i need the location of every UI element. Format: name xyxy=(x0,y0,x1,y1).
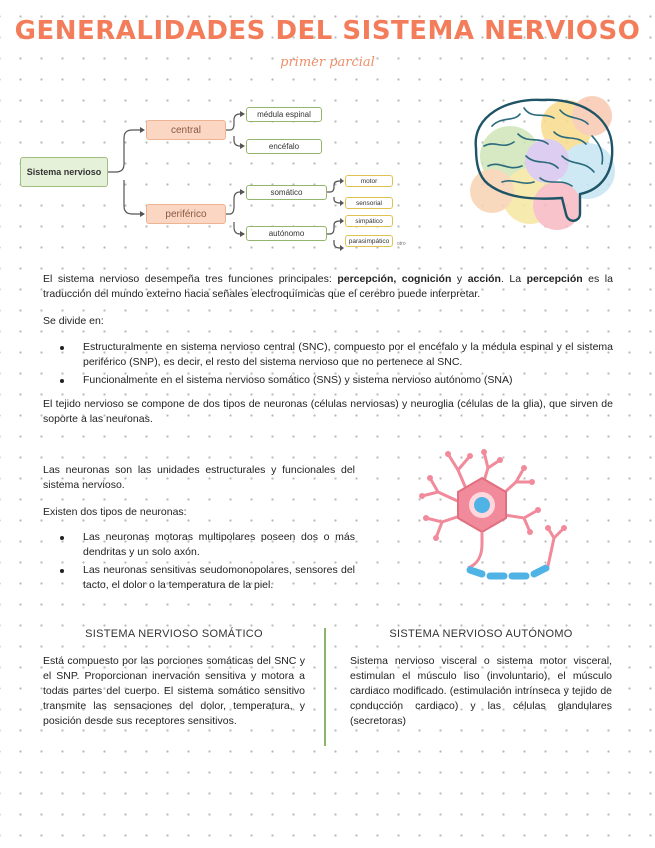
somatico-text: Está compuesto por las porciones somáticas del SNC y el SNP. Proporcionan inervación sensitiva y motora a todas partes del cuerpo. El sistema somático sensitivo transmite las sensaciones del dolor, temperatura, y posición desde sus receptores sensitivos. xyxy=(43,655,305,727)
autonomo-heading: SISTEMA NERVIOSO AUTÓNOMO xyxy=(389,628,573,640)
autonomo-text: Sistema nervioso visceral o sistema motor visceral, estimulan el músculo liso (involuntario), el músculo cardiaco modificado. (estimulación intrínseca y tejido de conducción cardiaco) y las células glandulares (secretoras) xyxy=(350,655,612,727)
diagram-periferico-node: periférico xyxy=(146,204,226,224)
intro-bold-percepcion-cognicion: percepción, cognición xyxy=(337,273,452,285)
intro-bold-percepcion: percepción xyxy=(526,273,583,285)
list-item-text: Las neuronas motoras multipolares poseen dos o más dendritas y un solo axón. xyxy=(83,531,355,558)
list-item-text: Estructuralmente en sistema nervioso central (SNC), compuesto por el encéfalo y la médula espinal y el sistema periférico (SNP), es decir, el resto del sistema nervioso que no pertenece al SNC. xyxy=(83,341,613,368)
bullet-icon xyxy=(60,569,64,573)
bullet-icon xyxy=(60,346,64,350)
neurons-types-label: Existen dos tipos de neuronas: xyxy=(43,506,187,518)
bullet-icon xyxy=(60,379,64,383)
list-item xyxy=(43,373,613,388)
diagram-motor-node: motor xyxy=(345,175,393,187)
list-item-text: Las neuronas sensitivas seudomonopolares, sensores del tacto, el dolor o la temperatura de la piel. xyxy=(83,564,355,591)
divide-label: Se divide en: xyxy=(43,315,104,327)
page-subtitle: primer parcial xyxy=(280,55,375,70)
intro-text-e: . La xyxy=(500,273,527,285)
list-item xyxy=(43,563,355,593)
column-divider xyxy=(324,628,326,746)
division-list xyxy=(43,340,613,391)
intro-bold-accion: acción xyxy=(467,273,501,285)
list-item xyxy=(43,530,355,560)
diagram-parasimpatico-node: parasimpático xyxy=(345,235,393,247)
intro-text-c: y xyxy=(451,273,468,285)
neuron-illustration xyxy=(408,448,583,588)
intro-text-g: es la traducción del mundo externo hacia señales electroquímicas que el cerebro puede interpretar. xyxy=(43,273,613,300)
neurons-paragraph: Las neuronas son las unidades estructurales y funcionales del sistema nervioso. xyxy=(43,464,355,491)
intro-paragraph xyxy=(43,272,613,302)
somatico-heading: SISTEMA NERVIOSO SOMÁTICO xyxy=(85,628,263,640)
bullet-icon xyxy=(60,536,64,540)
diagram-autonomo-node: autónomo xyxy=(246,226,327,241)
diagram-encefalo-node: encéfalo xyxy=(246,139,322,154)
diagram-somatico-node: somático xyxy=(246,185,327,200)
diagram-central-node: central xyxy=(146,120,226,140)
page-title: GENERALIDADES DEL SISTEMA NERVIOSO xyxy=(14,16,641,46)
diagram-note: otro xyxy=(397,241,406,247)
diagram-root-node: Sistema nervioso xyxy=(20,157,108,187)
list-item-text: Funcionalmente en el sistema nervioso somático (SNS) y sistema nervioso autónomo (SNA) xyxy=(83,374,513,386)
intro-text-a: El sistema nervioso desempeña tres funciones principales: xyxy=(43,273,338,285)
diagram-sensorial-node: sensorial xyxy=(345,197,393,209)
diagram-simpatico-node: simpático xyxy=(345,215,393,227)
concept-diagram xyxy=(0,95,440,255)
list-item xyxy=(43,340,613,370)
tejido-paragraph: El tejido nervioso se compone de dos tipos de neuronas (células nerviosas) y neuroglia (células de la glia), que sirven de soporte a las neuronas. xyxy=(43,398,613,425)
diagram-medula-node: médula espinal xyxy=(246,107,322,122)
brain-illustration xyxy=(462,86,622,236)
neuron-types-list xyxy=(43,530,355,596)
